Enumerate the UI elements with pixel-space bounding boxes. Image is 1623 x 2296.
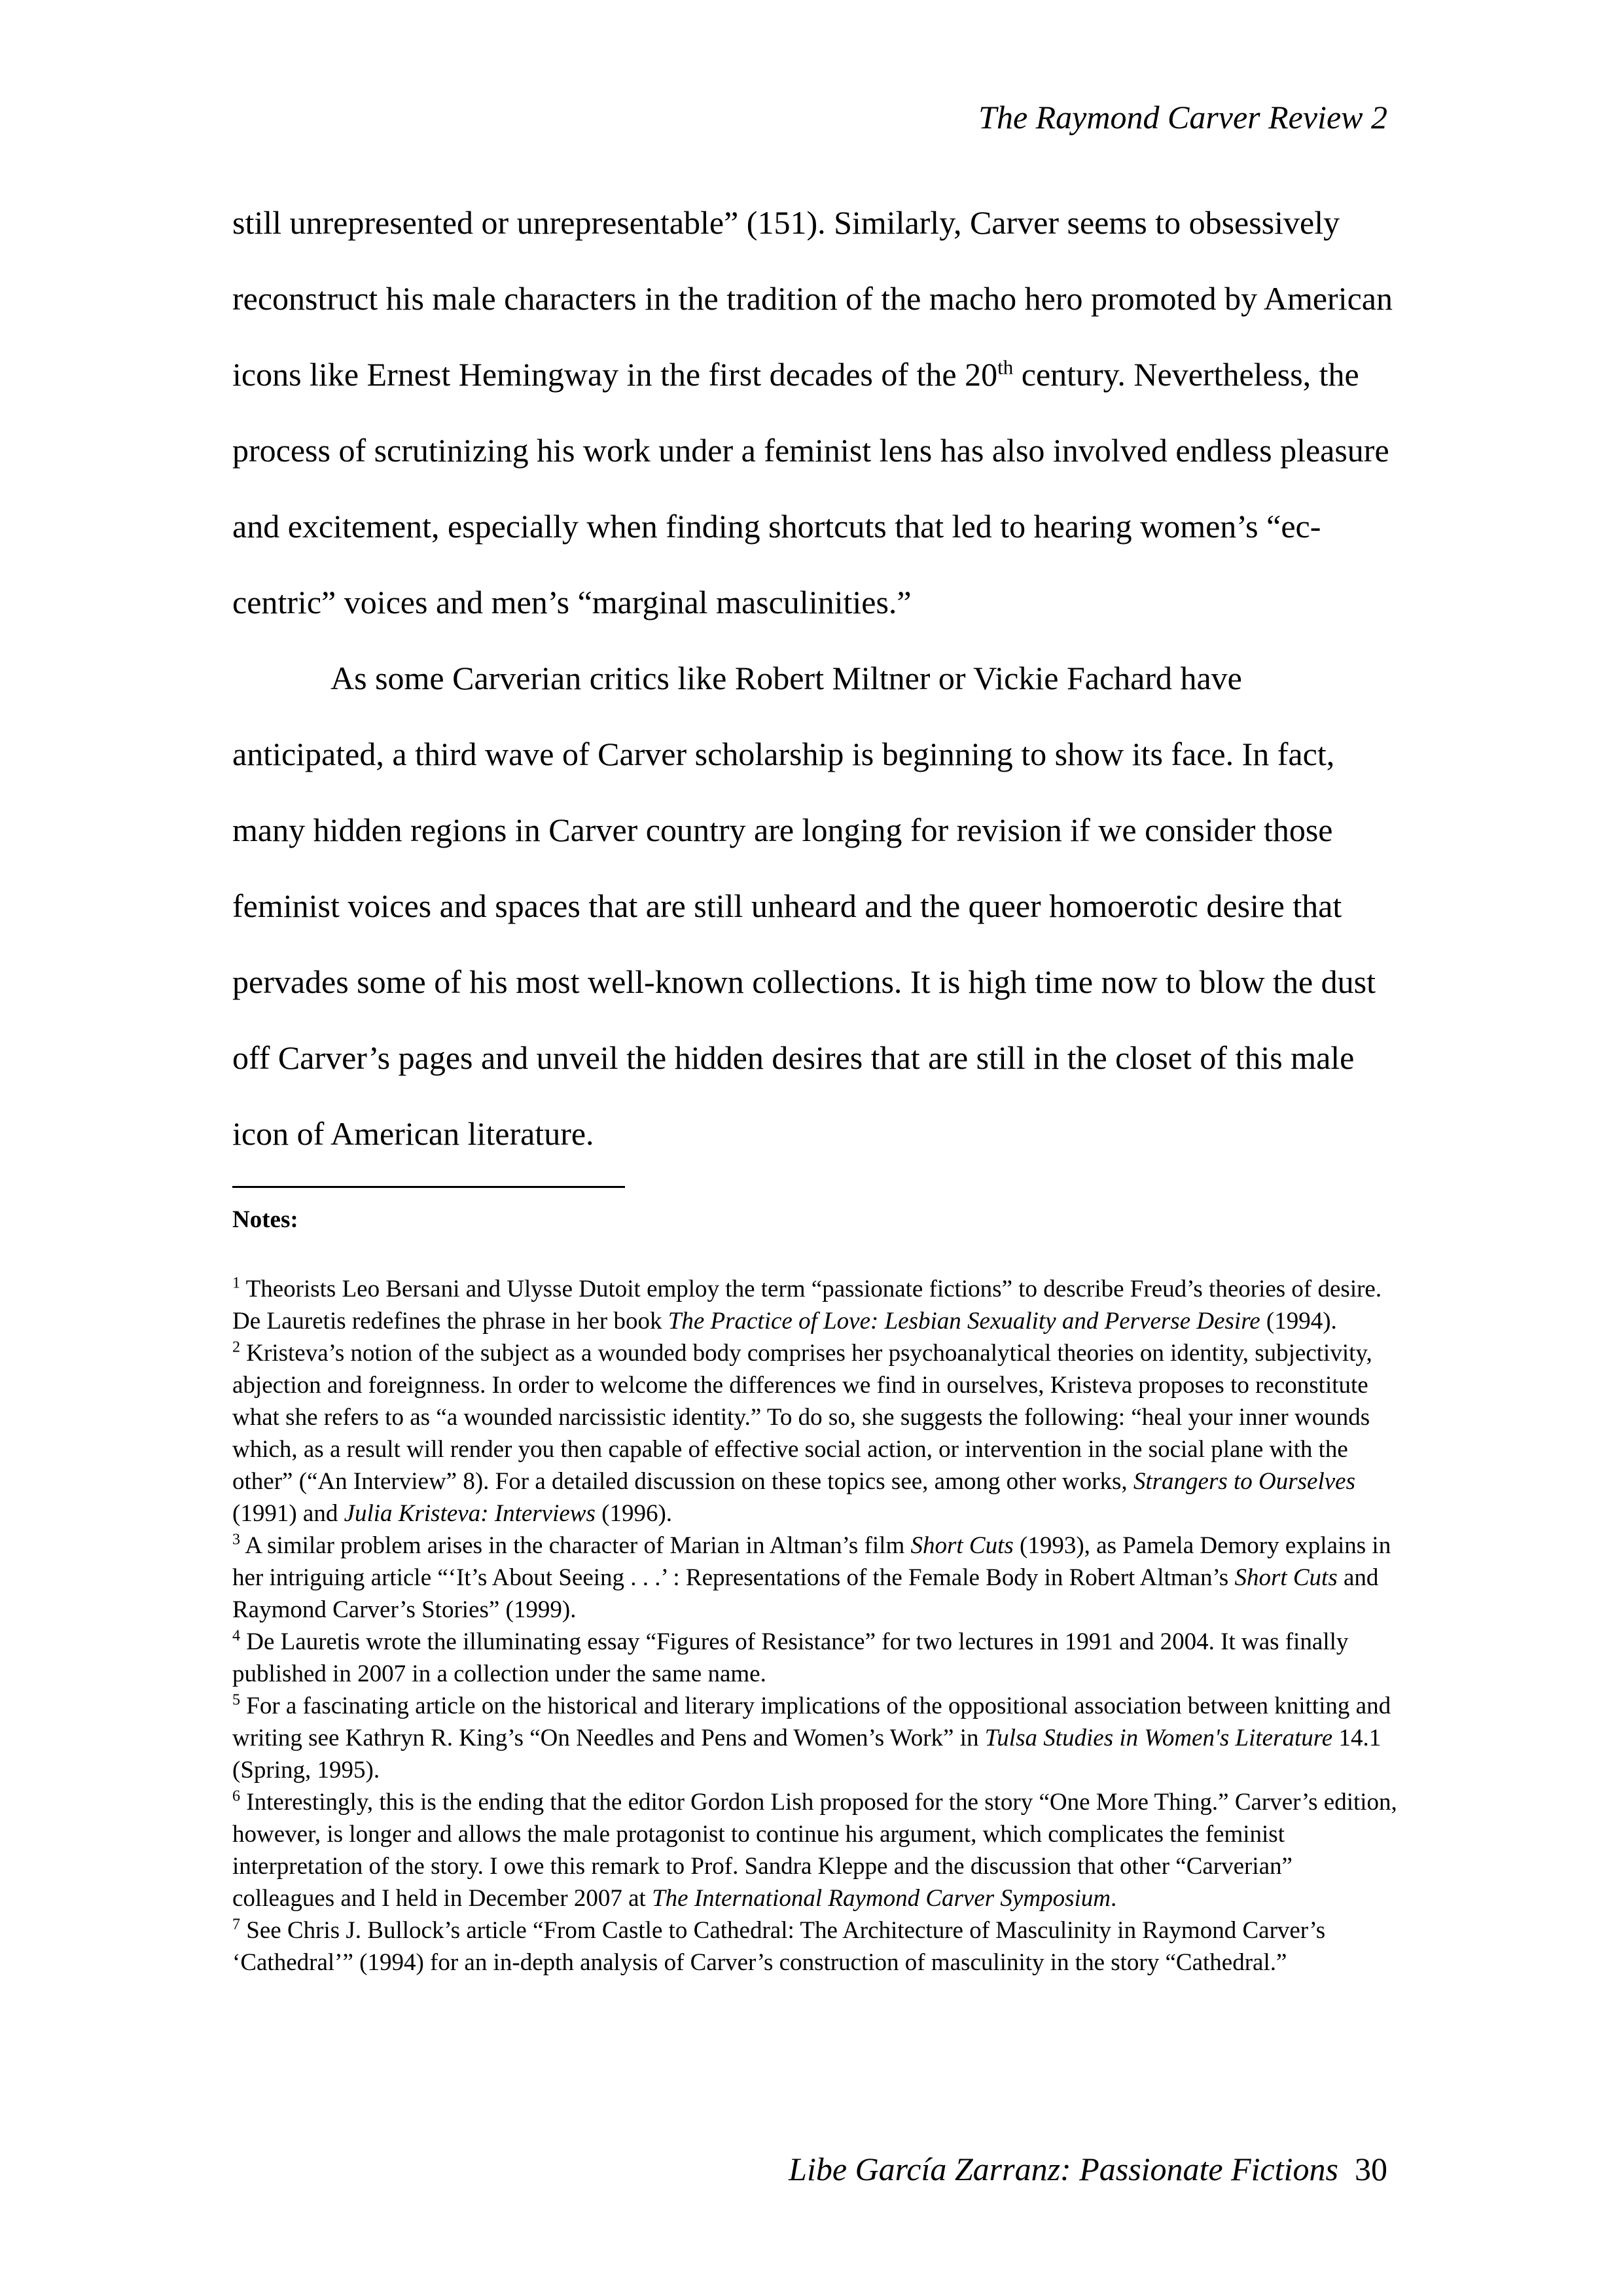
footnote-7: $^7$ See Chris J. Bullock’s article “From Castle to Cathedral: The Architecture of Masculinity in Raymond Carver’s ‘Cathedral’” (1994) for an in-depth analysis of Carver’s construction of masculinity in the story “Cathedral.”	[232, 1916, 1326, 1976]
footnote-1: $^1$ Theorists Leo Bersani and Ulysse Dutoit employ the term “passionate fictions” to describe Freud’s theories of desire. De Lauretis redefines the phrase in her book The Practice of Love: Lesbian Sexuality and Perverse Desire (1994).	[232, 1274, 1382, 1335]
body-paragraph: As some Carverian critics like Robert Miltner or Vickie Fachard have anticipated, a third wave of Carver scholarship is beginning to show its face. In fact, many hidden regions in Carver country are longing for revision if we consider those feminist voices and spaces that are still unheard and the queer homoerotic desire that pervades some of his most well-known collections. It is high time now to blow the dust off Carver’s pages and unveil the hidden desires that are still in the closet of this male icon of American literature.	[232, 660, 1376, 1152]
footnote-4: $^4$ De Lauretis wrote the illuminating essay “Figures of Resistance” for two lectures in 1991 and 2004. It was finally published in 2007 in a collection under the same name.	[232, 1627, 1349, 1687]
body-paragraph: still unrepresented or unrepresentable” (151). Similarly, Carver seems to obsessively reconstruct his male characters in the tradition of the macho hero promoted by American icons like Ernest Hemingway in the first decades of the 20th century. Nevertheless, the process of scrutinizing his work under a feminist lens has also involved endless pleasure and excitement, especially when finding shortcuts that led to hearing women’s “ec-centric” voices and men’s “marginal masculinities.”	[232, 204, 1393, 620]
page-number: 30	[1355, 2151, 1387, 2187]
body-text	[232, 185, 1397, 1172]
notes-list	[232, 1273, 1397, 1979]
footer-title: Libe García Zarranz: Passionate Fictions	[789, 2151, 1338, 2187]
running-footer	[789, 2150, 1387, 2188]
footnote-3: $^3$ A similar problem arises in the character of Marian in Altman’s film Short Cuts (1993), as Pamela Demory explains in her intriguing article “‘It’s About Seeing . . .’ : Representations of the Female Body in Robert Altman’s Short Cuts and Raymond Carver’s Stories” (1999).	[232, 1531, 1391, 1623]
running-header: The Raymond Carver Review 2	[978, 99, 1387, 135]
footnote-separator	[232, 1186, 625, 1188]
footnote-6: $^6$ Interestingly, this is the ending that the editor Gordon Lish proposed for the story “One More Thing.” Carver’s edition, however, is longer and allows the male protagonist to continue his argument, which complicates the feminist interpretation of the story. I owe this remark to Prof. Sandra Kleppe and the discussion that other “Carverian” colleagues and I held in December 2007 at The International Raymond Carver Symposium.	[232, 1787, 1397, 1912]
notes-heading: Notes:	[232, 1206, 298, 1233]
footnote-2: $^2$ Kristeva’s notion of the subject as a wounded body comprises her psychoanalytical theories on identity, subjectivity, abjection and foreignness. In order to welcome the differences we find in ourselves, Kristeva proposes to reconstitute what she refers to as “a wounded narcissistic identity.” To do so, she suggests the following: “heal your inner wounds which, as a result will render you then capable of effective social action, or intervention in the social plane with the other” (“An Interview” 8). For a detailed discussion on these topics see, among other works, Strangers to Ourselves (1991) and Julia Kristeva: Interviews (1996).	[232, 1338, 1372, 1527]
footnote-5: $^5$ For a fascinating article on the historical and literary implications of the oppositional association between knitting and writing see Kathryn R. King’s “On Needles and Pens and Women’s Work” in Tulsa Studies in Women's Literature 14.1 (Spring, 1995).	[232, 1691, 1391, 1784]
